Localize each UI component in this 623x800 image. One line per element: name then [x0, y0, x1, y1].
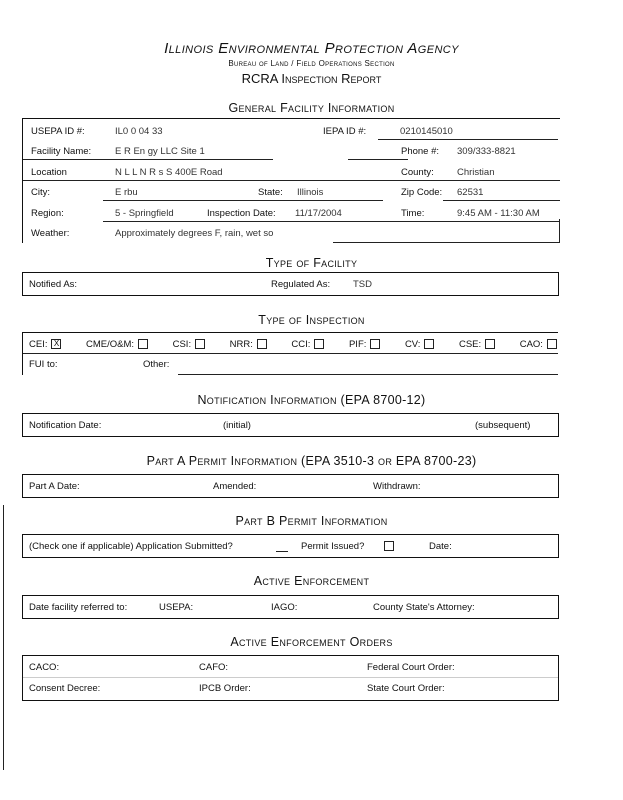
initial-label: (initial) — [223, 420, 251, 431]
active-enforcement-title: Active Enforcement — [253, 574, 370, 588]
checkbox-pif[interactable] — [370, 339, 380, 349]
weather-value: Approximately degrees F, rain, wet so — [115, 228, 274, 239]
scan-edge-line — [3, 505, 4, 770]
checkbox-cse[interactable] — [485, 339, 495, 349]
notification-date-label: Notification Date: — [29, 420, 102, 431]
state-label: State: — [258, 187, 283, 198]
checkbox-csi[interactable] — [195, 339, 205, 349]
time-label: Time: — [401, 208, 425, 219]
checkbox-cao[interactable] — [547, 339, 557, 349]
inspection-type-cme[interactable]: CME/O&M: — [86, 339, 148, 350]
notified-as-label: Notified As: — [29, 279, 78, 290]
inspection-checkbox-row — [29, 339, 557, 350]
agency-title: Illinois Environmental Protection Agency — [164, 40, 459, 57]
part-b-date-label: Date: — [429, 541, 452, 552]
fui-to-label: FUI to: — [29, 359, 58, 370]
state-court-order-label: State Court Order: — [367, 683, 445, 694]
checkbox-nrr[interactable] — [257, 339, 267, 349]
iepa-id-label: IEPA ID #: — [323, 126, 367, 137]
phone-label: Phone #: — [401, 146, 440, 157]
facility-name-label: Facility Name: — [31, 146, 92, 157]
withdrawn-label: Withdrawn: — [373, 481, 421, 492]
inspection-date-label: Inspection Date: — [207, 208, 276, 219]
part-a-box — [22, 474, 559, 498]
cafo-label: CAFO: — [199, 662, 229, 673]
application-submitted-label: (Check one if applicable) Application Submitted? — [29, 541, 233, 552]
zip-label: Zip Code: — [401, 187, 443, 198]
federal-court-order-label: Federal Court Order: — [367, 662, 455, 673]
bureau-subtitle: Bureau of Land / Field Operations Section — [228, 59, 395, 68]
enforcement-orders-box — [22, 655, 559, 701]
city-label: City: — [31, 187, 50, 198]
iepa-id-value: 0210145010 — [400, 126, 453, 137]
enforcement-orders-title: Active Enforcement Orders — [230, 635, 393, 649]
active-enforcement-box — [22, 595, 559, 619]
inspection-type-csi[interactable]: CSI: — [173, 339, 205, 350]
part-b-title: Part B Permit Information — [235, 514, 388, 528]
consent-decree-label: Consent Decree: — [29, 683, 101, 694]
weather-label: Weather: — [31, 228, 70, 239]
part-b-box — [22, 534, 559, 558]
notification-box — [22, 413, 559, 437]
location-value: N L L N R s S 400E Road — [115, 167, 223, 178]
report-title: RCRA Inspection Report — [241, 71, 382, 86]
inspection-type-pif[interactable]: PIF: — [349, 339, 380, 350]
city-value: E rbu — [115, 187, 138, 198]
iago-label: IAGO: — [271, 602, 298, 613]
zip-value: 62531 — [457, 187, 484, 198]
regulated-as-value: TSD — [353, 279, 372, 290]
county-value: Christian — [457, 167, 495, 178]
permit-issued-label: Permit Issued? — [301, 541, 365, 552]
inspection-type-nrr[interactable]: NRR: — [230, 339, 267, 350]
facility-type-title: Type of Facility — [265, 256, 358, 270]
inspection-type-title: Type of Inspection — [258, 313, 365, 327]
state-value: Illinois — [297, 187, 324, 198]
permit-issued-checkbox[interactable] — [384, 541, 394, 551]
inspection-date-value: 11/17/2004 — [295, 208, 342, 219]
notification-title: Notification Information (EPA 8700-12) — [197, 393, 426, 407]
amended-label: Amended: — [213, 481, 257, 492]
facility-type-box — [22, 272, 559, 296]
subsequent-label: (subsequent) — [475, 420, 531, 431]
ipcb-order-label: IPCB Order: — [199, 683, 251, 694]
checkbox-cme[interactable] — [138, 339, 148, 349]
other-label: Other: — [143, 359, 170, 370]
usepa-id-label: USEPA ID #: — [31, 126, 85, 137]
caco-label: CACO: — [29, 662, 60, 673]
county-label: County: — [401, 167, 434, 178]
enforcement-usepa-label: USEPA: — [159, 602, 194, 613]
county-attorney-label: County State's Attorney: — [373, 602, 475, 613]
inspection-type-cei[interactable]: CEI: X — [29, 339, 61, 350]
part-a-date-label: Part A Date: — [29, 481, 80, 492]
general-facility-title: General Facility Information — [228, 101, 395, 115]
checkbox-cv[interactable] — [424, 339, 434, 349]
general-facility-box — [22, 118, 560, 243]
checkbox-cci[interactable] — [314, 339, 324, 349]
phone-value: 309/333-8821 — [457, 146, 516, 157]
inspection-type-cv[interactable]: CV: — [405, 339, 434, 350]
checkbox-cei[interactable]: X — [51, 339, 61, 349]
inspection-type-cse[interactable]: CSE: — [459, 339, 495, 350]
part-a-title: Part A Permit Information (EPA 3510-3 or EPA 8700-23) — [146, 454, 477, 468]
facility-name-value: E R En gy LLC Site 1 — [115, 146, 205, 157]
location-label: Location — [31, 167, 67, 178]
region-value: 5 - Springfield — [115, 208, 174, 219]
usepa-id-value: IL0 0 04 33 — [115, 126, 163, 137]
regulated-as-label: Regulated As: — [271, 279, 331, 290]
referred-label: Date facility referred to: — [29, 602, 128, 613]
time-value: 9:45 AM - 11:30 AM — [457, 208, 540, 219]
inspection-type-box — [22, 332, 558, 375]
inspection-type-cci[interactable]: CCI: — [291, 339, 324, 350]
region-label: Region: — [31, 208, 64, 219]
inspection-type-cao[interactable]: CAO: — [520, 339, 557, 350]
